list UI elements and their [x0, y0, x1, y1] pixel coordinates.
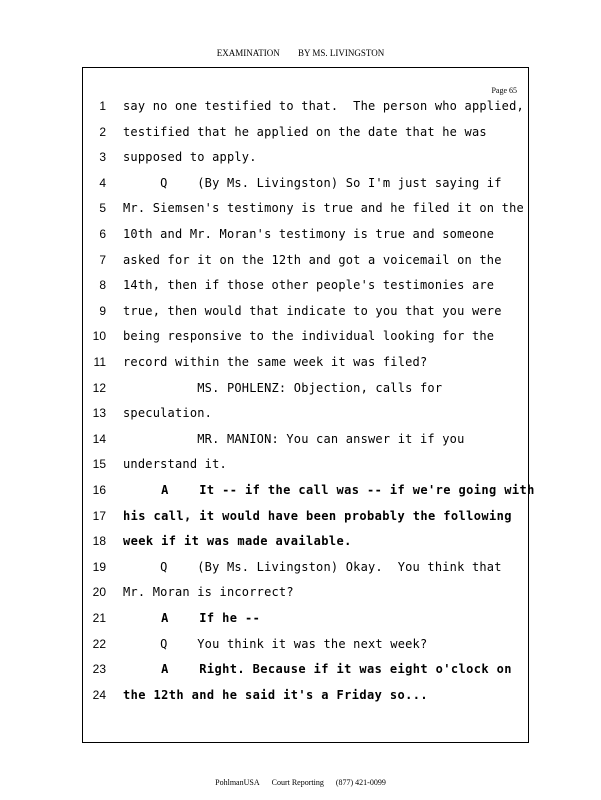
transcript-line: [0, 688, 601, 713]
transcript-line: [0, 227, 601, 252]
transcript-line: [0, 329, 601, 354]
line-text: Mr. Moran is incorrect?: [123, 585, 294, 600]
footer-service: Court Reporting: [271, 778, 324, 787]
transcript-line: [0, 406, 601, 431]
line-number: 9: [99, 303, 106, 318]
transcript-line: [0, 534, 601, 559]
transcript-line: [0, 278, 601, 303]
line-number: 2: [99, 124, 106, 139]
line-text: A Right. Because if it was eight o'clock on: [123, 662, 512, 677]
page-number: Page 65: [491, 86, 517, 95]
transcript-line: [0, 304, 601, 329]
line-number: 18: [92, 534, 106, 549]
line-text: MS. POHLENZ: Objection, calls for: [123, 380, 443, 395]
transcript-line: [0, 355, 601, 380]
transcript-line: [0, 176, 601, 201]
line-text: supposed to apply.: [123, 150, 257, 165]
line-number: 3: [99, 150, 106, 165]
line-number: 21: [92, 611, 106, 625]
transcript-line: [0, 99, 601, 124]
transcript-line: [0, 253, 601, 278]
transcript-line: [0, 483, 601, 508]
transcript-line: [0, 125, 601, 150]
transcript-line: [0, 381, 601, 406]
line-text: asked for it on the 12th and got a voicemail on the: [123, 252, 502, 267]
line-number: 15: [92, 457, 106, 472]
line-text: record within the same week it was filed?: [123, 355, 428, 369]
line-number: 12: [92, 380, 106, 395]
line-number: 11: [93, 355, 106, 369]
line-number: 20: [92, 585, 106, 600]
transcript-line: [0, 509, 601, 534]
transcript-line: [0, 432, 601, 457]
page-header: [0, 48, 601, 58]
line-text: Q You think it was the next week?: [123, 636, 428, 651]
line-number: 1: [99, 99, 106, 113]
footer-company: PohlmanUSA: [215, 778, 260, 787]
line-text: Mr. Siemsen's testimony is true and he filed it on the: [123, 201, 524, 216]
line-text: MR. MANION: You can answer it if you: [123, 431, 465, 446]
transcript-line: [0, 201, 601, 226]
line-text: A It -- if the call was -- if we're going with: [123, 483, 535, 497]
line-number: 22: [92, 636, 106, 651]
line-text: say no one testified to that. The person who applied,: [123, 99, 524, 113]
line-number: 23: [92, 662, 106, 677]
transcript-line: [0, 662, 601, 687]
line-text: speculation.: [123, 406, 213, 421]
line-text: 14th, then if those other people's testimonies are: [123, 278, 495, 293]
line-number: 4: [99, 175, 106, 190]
line-number: 13: [92, 406, 106, 421]
transcript-line: [0, 560, 601, 585]
line-number: 7: [99, 252, 106, 267]
transcript-line: [0, 457, 601, 482]
line-number: 16: [92, 483, 106, 497]
line-number: 24: [92, 687, 106, 702]
transcript-line: [0, 611, 601, 636]
line-number: 8: [99, 278, 106, 293]
line-text: being responsive to the individual looking for the: [123, 329, 495, 344]
transcript-line: [0, 150, 601, 175]
line-number: 6: [99, 227, 106, 241]
line-text: testified that he applied on the date that he was: [123, 124, 487, 139]
line-number: 19: [92, 559, 106, 574]
line-text: 10th and Mr. Moran's testimony is true and someone: [123, 227, 495, 241]
line-text: Q (By Ms. Livingston) So I'm just saying if: [123, 175, 502, 190]
header-section: EXAMINATION: [216, 48, 280, 58]
transcript-line: [0, 637, 601, 662]
line-number: 10: [92, 329, 106, 344]
footer-phone: (877) 421-0099: [335, 778, 386, 787]
line-text: A If he --: [123, 611, 261, 625]
line-text: true, then would that indicate to you that you were: [123, 303, 502, 318]
line-text: his call, it would have been probably the following: [123, 508, 512, 523]
line-text: the 12th and he said it's a Friday so...: [123, 687, 428, 702]
line-number: 14: [92, 431, 106, 446]
line-number: 17: [92, 508, 106, 523]
line-number: 5: [99, 201, 106, 216]
line-text: understand it.: [123, 457, 227, 472]
transcript-line: [0, 585, 601, 610]
line-text: Q (By Ms. Livingston) Okay. You think that: [123, 559, 502, 574]
page-footer: [0, 778, 601, 787]
line-text: week if it was made available.: [123, 534, 352, 549]
header-examiner: BY MS. LIVINGSTON: [297, 48, 385, 58]
